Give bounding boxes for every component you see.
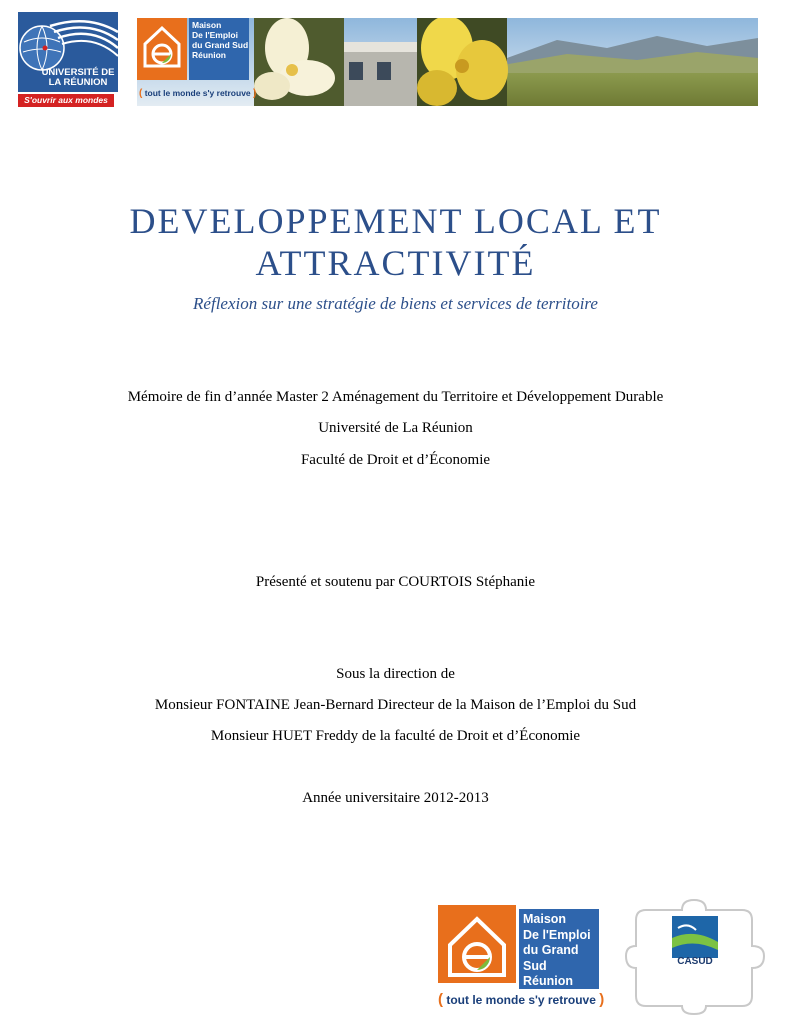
casud-label: CASUD	[677, 956, 713, 967]
university-slogan: S'ouvrir aux mondes	[18, 94, 114, 107]
mdes-name-line3: du Grand Sud	[192, 40, 249, 50]
mdes-house-icon-large	[438, 905, 516, 983]
mdes-large-line2: De l'Emploi	[523, 927, 591, 942]
mdes-large-slogan: ( tout le monde s'y retrouve )	[438, 991, 605, 1008]
university-name-line2: LA RÉUNION	[48, 77, 108, 88]
direction-label: Sous la direction de	[336, 666, 455, 682]
director-2: Monsieur HUET Freddy de la faculté de Droit et d’Économie	[210, 728, 581, 744]
mdes-name-line1: Maison	[192, 20, 222, 30]
mdes-name-line4: Réunion	[192, 50, 226, 60]
mdes-large-line3: du Grand Sud	[523, 943, 579, 973]
university-line: Université de La Réunion	[318, 420, 473, 436]
mdes-logo-small	[137, 18, 257, 106]
document-title-line2: ATTRACTIVITÉ	[255, 243, 536, 283]
mdes-logo-large	[438, 905, 603, 1013]
header-banner	[137, 18, 758, 106]
memoire-line: Mémoire de fin d’année Master 2 Aménagement du Territoire et Développement Durable	[127, 389, 664, 405]
mdes-slogan: ( tout le monde s'y retrouve )	[139, 88, 257, 99]
presented-by-line: Présenté et soutenu par COURTOIS Stéphanie	[255, 574, 536, 590]
academic-year: Année universitaire 2012-2013	[302, 790, 489, 806]
mdes-large-slogan-text: tout le monde s'y retrouve	[446, 993, 596, 1007]
mdes-name-box	[189, 18, 249, 80]
university-name	[40, 68, 116, 88]
mdes-large-line4: Réunion	[523, 974, 573, 988]
mdes-house-icon	[137, 18, 187, 80]
mdes-slogan-text: tout le monde s'y retrouve	[144, 88, 251, 98]
university-name-line1: UNIVERSITÉ DE	[41, 67, 115, 78]
university-logo	[18, 12, 118, 108]
university-logo-emblem	[18, 12, 118, 92]
mdes-name-line2: De l'Emploi	[192, 30, 238, 40]
document-subtitle: Réflexion sur une stratégie de biens et services de territoire	[193, 294, 598, 313]
mdes-large-line1: Maison	[523, 912, 567, 926]
mdes-name-box-large	[519, 909, 599, 989]
casud-logo	[624, 898, 774, 1016]
faculty-line: Faculté de Droit et d’Économie	[300, 452, 491, 468]
document-title	[60, 200, 731, 284]
director-1: Monsieur FONTAINE Jean-Bernard Directeur de la Maison de l’Emploi du Sud	[154, 697, 637, 713]
document-title-line1: DEVELOPPEMENT LOCAL ET	[129, 201, 662, 241]
